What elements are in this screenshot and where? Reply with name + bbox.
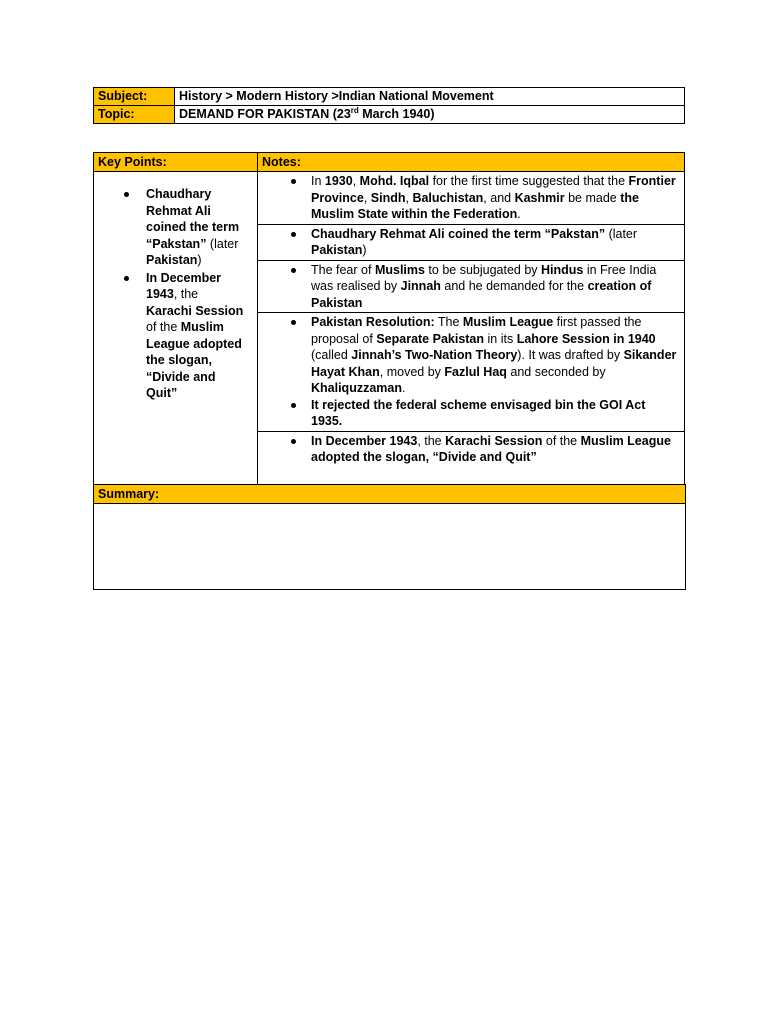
topic-value <box>175 106 685 124</box>
subject-label: Subject: <box>94 88 175 106</box>
bullet-icon <box>124 276 129 281</box>
note-cell <box>258 313 685 432</box>
bullet-icon <box>291 232 296 237</box>
note-text: The fear of Muslims to be subjugated by Hindus in Free India was realised by Jinnah and he demanded for the creation of Pakistan <box>311 262 657 310</box>
topic-label: Topic: <box>94 106 175 124</box>
note-text: Chaudhary Rehmat Ali coined the term “Pakstan” (later Pakistan) <box>311 226 638 257</box>
note-text: It rejected the federal scheme envisaged bin the GOI Act 1935. <box>311 397 646 428</box>
note-cell <box>258 224 685 260</box>
notes-row-1 <box>94 172 685 225</box>
bullet-icon <box>291 320 296 325</box>
note-item <box>289 173 678 223</box>
summary-table <box>93 484 686 590</box>
note-text: In 1930, Mohd. Iqbal for the first time suggested that the Frontier Province, Sindh, Baluchistan, and Kashmir be made the Muslim State within the Federation. <box>311 174 676 221</box>
key-point-item <box>122 186 247 269</box>
subject-row <box>94 88 685 106</box>
note-item <box>289 314 678 397</box>
note-text: Pakistan Resolution: The Muslim League first passed the proposal of Separate Pakistan in its Lahore Session in 1940 (called Jinnah’s Two-Nation Theory). It was drafted by Sikander Hayat Khan, moved by Fazlul Haq and seconded by Khaliquzzaman. <box>311 315 677 395</box>
key-point-text: Chaudhary Rehmat Ali coined the term “Pakstan” (later Pakistan) <box>146 187 240 267</box>
bullet-icon <box>291 179 296 184</box>
note-item <box>289 397 678 430</box>
topic-value-main: DEMAND FOR PAKISTAN (23 <box>179 107 351 121</box>
topic-row <box>94 106 685 124</box>
key-points-list <box>94 172 257 402</box>
subject-value: History > Modern History >Indian National Movement <box>175 88 685 106</box>
summary-body <box>94 504 686 590</box>
note-text: In December 1943, the Karachi Session of the Muslim League adopted the slogan, “Divide and Quit” <box>311 433 671 464</box>
bullet-icon <box>291 439 296 444</box>
notes-header: Notes: <box>258 153 685 172</box>
note-cell <box>258 431 685 484</box>
bullet-icon <box>124 192 129 197</box>
note-item <box>289 226 678 259</box>
note-item <box>289 262 678 312</box>
bullet-icon <box>291 403 296 408</box>
topic-value-superscript: rd <box>350 105 359 115</box>
key-points-cell <box>94 172 258 485</box>
subject-topic-table <box>93 87 685 124</box>
summary-header: Summary: <box>94 485 686 504</box>
key-point-text: In December 1943, the Karachi Session of the Muslim League adopted the slogan, “Divide and Quit” <box>146 270 244 400</box>
topic-value-date: March 1940) <box>358 107 435 121</box>
note-cell <box>258 172 685 225</box>
summary-header-row <box>94 485 686 504</box>
summary-body-row <box>94 504 686 590</box>
notes-table <box>93 152 685 485</box>
key-point-item <box>122 270 247 402</box>
note-cell <box>258 260 685 313</box>
bullet-icon <box>291 268 296 273</box>
notes-table-header-row <box>94 153 685 172</box>
key-points-header: Key Points: <box>94 153 258 172</box>
note-item <box>289 433 678 466</box>
